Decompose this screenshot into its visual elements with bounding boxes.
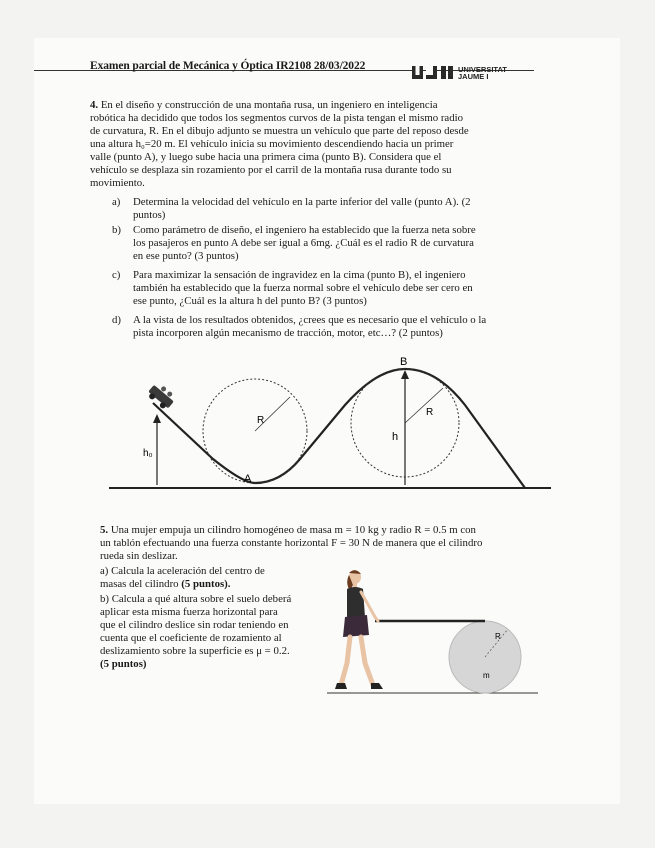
problem-5-line: un tablón efectuando una fuerza constante horizontal F = 30 N de manera que el cilindro [100, 537, 483, 549]
problem-5-item-a: a) Calcula la aceleración del centro de masas del cilindro (5 puntos). [100, 565, 265, 590]
height-h0-arrowhead [153, 414, 161, 423]
logo-line-1: UNIVERSITAT [458, 65, 507, 74]
problem-5-number: 5. [100, 524, 109, 536]
problem-4-line: vehículo se desplaza sin rozamiento por el carril de la montaña rusa durante todo su [90, 164, 452, 176]
problem-5-intro [100, 524, 542, 563]
item-body: Determina la velocidad del vehículo en la parte inferior del valle (punto A). (2 puntos) [133, 196, 471, 221]
problem-5-line: rueda sin deslizar. [100, 550, 178, 562]
label-height-h0: h₀ [143, 448, 153, 459]
logo-line-2: JAUME I [458, 72, 489, 81]
label-cylinder-mass: m [483, 671, 490, 680]
item-body: Para maximizar la sensación de ingravidez en la cima (punto B), el ingeniero también ha establecido que la fuerza normal sobre el vehículo debe ser cero en ese punto, ¿Cuál es la altura h del punto B? (3 puntos) [133, 269, 473, 307]
problem-4-intro [90, 99, 542, 190]
item-a-points: (5 puntos). [181, 578, 231, 590]
roller-coaster-figure [105, 355, 555, 495]
coaster-car [146, 381, 178, 412]
label-cylinder-radius: R [495, 632, 501, 641]
label-point-a: A [244, 473, 252, 485]
radius-line-b [405, 388, 443, 423]
item-letter: d) [112, 314, 121, 326]
woman-figure [335, 570, 383, 689]
problem-4-line: 4. En el diseño y construcción de una montaña rusa, un ingeniero en inteligencia [90, 99, 438, 111]
item-letter: b) [112, 224, 121, 236]
uji-logo-mark [412, 66, 454, 79]
label-point-b: B [400, 356, 408, 368]
problem-5-item-b: b) Calcula a qué altura sobre el suelo deberá aplicar esta misma fuerza horizontal para que el cilindro deslice sin rodar teniendo en cuenta que el coeficiente de rozamiento al deslizamiento sobre la superficie es μ = 0.2. (5 puntos) [100, 593, 318, 671]
problem-4-line: de curvatura, R. En el dibujo adjunto se muestra un vehículo que parte del reposo desde [90, 125, 469, 137]
item-body: Como parámetro de diseño, el ingeniero ha establecido que la fuerza neta sobre los pasajeros en punto A debe ser igual a 6mg. ¿Cuál es el radio R de curvatura en ese punto? (3 puntos) [133, 224, 476, 262]
item-body: A la vista de los resultados obtenidos, ¿crees que es necesario que el vehículo o la pista incorporen algún mecanismo de tracción, motor, etc…? (2 puntos) [133, 314, 487, 339]
problem-4-line: movimiento. [90, 177, 145, 189]
problem-5-line: 5. Una mujer empuja un cilindro homogéneo de masa m = 10 kg y radio R = 0.5 m con [100, 524, 476, 536]
problem-4-line: valle (punto A), y luego sube hacia una primera cima (punto B). Considera que el [90, 151, 442, 163]
university-logo [412, 66, 542, 80]
label-radius-a: R [257, 415, 265, 426]
cylinder-push-figure [325, 565, 540, 700]
roller-coaster-track [153, 369, 525, 488]
item-letter: c) [112, 269, 121, 281]
logo-text [458, 66, 507, 80]
problem-4-line: una altura h₀=20 m. El vehículo inicia su movimiento descendiendo hacia un primer [90, 138, 454, 150]
label-height-h: h [392, 431, 399, 443]
item-letter: a) [112, 196, 121, 208]
height-h-arrowhead [401, 370, 409, 379]
problem-4-number: 4. [90, 99, 99, 111]
problem-4-line: robótica ha decidido que todos los segmentos curvos de la pista tengan el mismo radio [90, 112, 464, 124]
item-b-points: (5 puntos) [100, 658, 147, 670]
label-radius-b: R [426, 407, 434, 418]
exam-title: Examen parcial de Mecánica y Óptica IR2108 28/03/2022 [90, 60, 366, 72]
